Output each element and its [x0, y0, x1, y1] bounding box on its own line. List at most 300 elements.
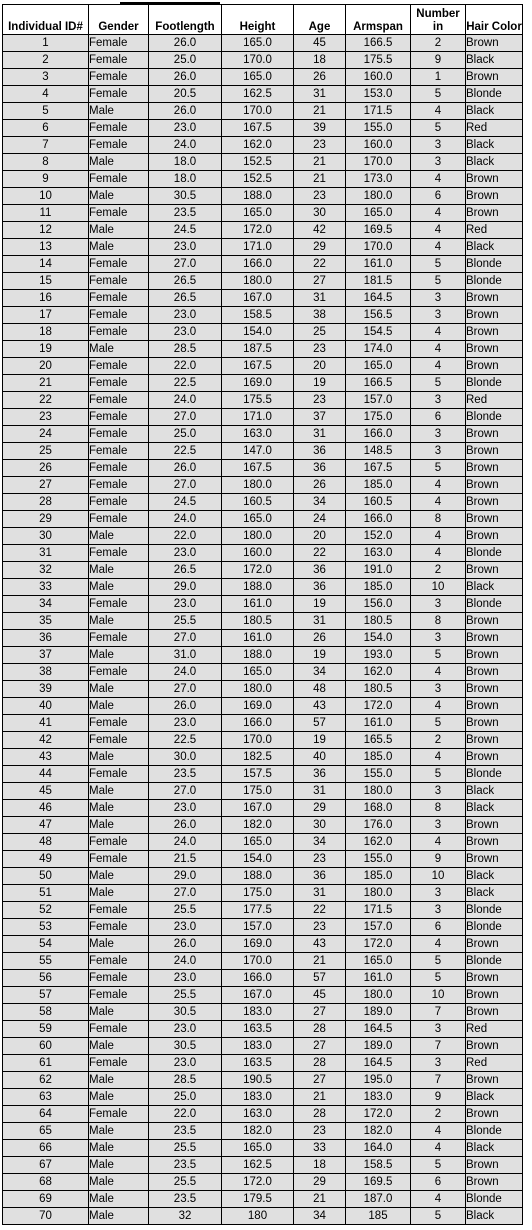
cell-gender[interactable]: Male: [89, 103, 149, 120]
cell-id[interactable]: 5: [3, 103, 89, 120]
column-header-footlength[interactable]: Footlength: [149, 5, 222, 35]
cell-age[interactable]: 19: [294, 596, 346, 613]
cell-gender[interactable]: Male: [89, 868, 149, 885]
cell-number-in[interactable]: 6: [411, 919, 466, 936]
cell-armspan[interactable]: 165.0: [346, 358, 411, 375]
cell-height[interactable]: 166.0: [222, 256, 294, 273]
cell-height[interactable]: 157.0: [222, 919, 294, 936]
cell-number-in[interactable]: 4: [411, 103, 466, 120]
cell-number-in[interactable]: 6: [411, 188, 466, 205]
cell-number-in[interactable]: 4: [411, 171, 466, 188]
cell-armspan[interactable]: 187.0: [346, 1191, 411, 1208]
cell-number-in[interactable]: 8: [411, 511, 466, 528]
cell-id[interactable]: 8: [3, 154, 89, 171]
cell-gender[interactable]: Female: [89, 1055, 149, 1072]
cell-hair-color[interactable]: Brown: [466, 426, 523, 443]
cell-id[interactable]: 43: [3, 749, 89, 766]
cell-height[interactable]: 190.5: [222, 1072, 294, 1089]
cell-age[interactable]: 21: [294, 953, 346, 970]
cell-armspan[interactable]: 166.5: [346, 375, 411, 392]
cell-height[interactable]: 157.5: [222, 766, 294, 783]
cell-height[interactable]: 161.0: [222, 630, 294, 647]
cell-height[interactable]: 162.5: [222, 86, 294, 103]
cell-gender[interactable]: Female: [89, 273, 149, 290]
cell-height[interactable]: 188.0: [222, 647, 294, 664]
cell-age[interactable]: 36: [294, 460, 346, 477]
cell-gender[interactable]: Female: [89, 290, 149, 307]
cell-footlength[interactable]: 18.0: [149, 154, 222, 171]
cell-gender[interactable]: Female: [89, 1021, 149, 1038]
cell-gender[interactable]: Male: [89, 1208, 149, 1225]
cell-height[interactable]: 154.0: [222, 324, 294, 341]
cell-number-in[interactable]: 4: [411, 1191, 466, 1208]
cell-number-in[interactable]: 5: [411, 953, 466, 970]
cell-hair-color[interactable]: Brown: [466, 511, 523, 528]
cell-gender[interactable]: Female: [89, 52, 149, 69]
cell-hair-color[interactable]: Red: [466, 1021, 523, 1038]
cell-gender[interactable]: Male: [89, 1004, 149, 1021]
cell-id[interactable]: 37: [3, 647, 89, 664]
cell-id[interactable]: 67: [3, 1157, 89, 1174]
cell-armspan[interactable]: 172.0: [346, 1106, 411, 1123]
cell-gender[interactable]: Female: [89, 409, 149, 426]
cell-footlength[interactable]: 24.0: [149, 834, 222, 851]
cell-id[interactable]: 46: [3, 800, 89, 817]
cell-height[interactable]: 163.5: [222, 1055, 294, 1072]
cell-gender[interactable]: Female: [89, 494, 149, 511]
cell-height[interactable]: 161.0: [222, 596, 294, 613]
cell-footlength[interactable]: 26.5: [149, 562, 222, 579]
cell-height[interactable]: 182.5: [222, 749, 294, 766]
cell-gender[interactable]: Male: [89, 528, 149, 545]
cell-footlength[interactable]: 22.5: [149, 732, 222, 749]
cell-age[interactable]: 31: [294, 426, 346, 443]
cell-hair-color[interactable]: Brown: [466, 494, 523, 511]
cell-armspan[interactable]: 191.0: [346, 562, 411, 579]
cell-number-in[interactable]: 2: [411, 562, 466, 579]
cell-number-in[interactable]: 9: [411, 1089, 466, 1106]
cell-id[interactable]: 70: [3, 1208, 89, 1225]
cell-footlength[interactable]: 24.0: [149, 392, 222, 409]
cell-number-in[interactable]: 7: [411, 1072, 466, 1089]
cell-armspan[interactable]: 155.0: [346, 766, 411, 783]
cell-hair-color[interactable]: Black: [466, 783, 523, 800]
cell-height[interactable]: 165.0: [222, 511, 294, 528]
cell-footlength[interactable]: 26.5: [149, 273, 222, 290]
cell-gender[interactable]: Female: [89, 443, 149, 460]
cell-gender[interactable]: Male: [89, 885, 149, 902]
cell-number-in[interactable]: 4: [411, 749, 466, 766]
cell-armspan[interactable]: 183.0: [346, 1089, 411, 1106]
cell-id[interactable]: 19: [3, 341, 89, 358]
cell-age[interactable]: 22: [294, 902, 346, 919]
cell-footlength[interactable]: 25.0: [149, 1089, 222, 1106]
cell-number-in[interactable]: 2: [411, 1106, 466, 1123]
column-header-age[interactable]: Age: [294, 5, 346, 35]
cell-gender[interactable]: Male: [89, 783, 149, 800]
cell-armspan[interactable]: 169.5: [346, 1174, 411, 1191]
cell-age[interactable]: 27: [294, 273, 346, 290]
cell-gender[interactable]: Male: [89, 1089, 149, 1106]
cell-armspan[interactable]: 171.5: [346, 902, 411, 919]
cell-armspan[interactable]: 185.0: [346, 579, 411, 596]
cell-id[interactable]: 23: [3, 409, 89, 426]
cell-footlength[interactable]: 23.0: [149, 324, 222, 341]
cell-gender[interactable]: Female: [89, 120, 149, 137]
cell-id[interactable]: 30: [3, 528, 89, 545]
cell-armspan[interactable]: 156.5: [346, 307, 411, 324]
cell-number-in[interactable]: 3: [411, 137, 466, 154]
cell-height[interactable]: 158.5: [222, 307, 294, 324]
cell-footlength[interactable]: 20.5: [149, 86, 222, 103]
cell-age[interactable]: 23: [294, 1123, 346, 1140]
cell-number-in[interactable]: 5: [411, 1208, 466, 1225]
cell-footlength[interactable]: 22.0: [149, 358, 222, 375]
cell-footlength[interactable]: 27.0: [149, 885, 222, 902]
cell-id[interactable]: 32: [3, 562, 89, 579]
cell-id[interactable]: 16: [3, 290, 89, 307]
cell-armspan[interactable]: 170.0: [346, 239, 411, 256]
cell-hair-color[interactable]: Brown: [466, 851, 523, 868]
cell-armspan[interactable]: 165.5: [346, 732, 411, 749]
cell-hair-color[interactable]: Black: [466, 52, 523, 69]
cell-height[interactable]: 180.5: [222, 613, 294, 630]
cell-hair-color[interactable]: Brown: [466, 562, 523, 579]
cell-number-in[interactable]: 5: [411, 715, 466, 732]
cell-hair-color[interactable]: Brown: [466, 936, 523, 953]
cell-footlength[interactable]: 23.5: [149, 205, 222, 222]
cell-age[interactable]: 27: [294, 1004, 346, 1021]
cell-id[interactable]: 31: [3, 545, 89, 562]
cell-footlength[interactable]: 23.0: [149, 800, 222, 817]
cell-gender[interactable]: Female: [89, 851, 149, 868]
cell-armspan[interactable]: 180.0: [346, 188, 411, 205]
cell-height[interactable]: 170.0: [222, 103, 294, 120]
cell-gender[interactable]: Female: [89, 324, 149, 341]
cell-height[interactable]: 167.0: [222, 987, 294, 1004]
cell-hair-color[interactable]: Blonde: [466, 902, 523, 919]
cell-footlength[interactable]: 31.0: [149, 647, 222, 664]
cell-id[interactable]: 22: [3, 392, 89, 409]
cell-age[interactable]: 21: [294, 1089, 346, 1106]
cell-armspan[interactable]: 185.0: [346, 868, 411, 885]
column-header-number-in[interactable]: Number in: [411, 5, 466, 35]
cell-id[interactable]: 1: [3, 35, 89, 52]
cell-armspan[interactable]: 153.0: [346, 86, 411, 103]
cell-footlength[interactable]: 24.0: [149, 511, 222, 528]
cell-footlength[interactable]: 23.0: [149, 715, 222, 732]
cell-gender[interactable]: Male: [89, 562, 149, 579]
cell-id[interactable]: 45: [3, 783, 89, 800]
cell-height[interactable]: 182.0: [222, 1123, 294, 1140]
cell-hair-color[interactable]: Brown: [466, 307, 523, 324]
cell-hair-color[interactable]: Red: [466, 222, 523, 239]
cell-age[interactable]: 19: [294, 647, 346, 664]
cell-armspan[interactable]: 165.0: [346, 205, 411, 222]
cell-armspan[interactable]: 185: [346, 1208, 411, 1225]
cell-id[interactable]: 53: [3, 919, 89, 936]
cell-height[interactable]: 167.0: [222, 290, 294, 307]
cell-number-in[interactable]: 3: [411, 817, 466, 834]
cell-footlength[interactable]: 32: [149, 1208, 222, 1225]
cell-hair-color[interactable]: Brown: [466, 358, 523, 375]
cell-hair-color[interactable]: Brown: [466, 341, 523, 358]
cell-footlength[interactable]: 18.0: [149, 171, 222, 188]
cell-hair-color[interactable]: Black: [466, 103, 523, 120]
cell-footlength[interactable]: 23.0: [149, 1055, 222, 1072]
cell-footlength[interactable]: 26.0: [149, 69, 222, 86]
cell-id[interactable]: 6: [3, 120, 89, 137]
cell-footlength[interactable]: 25.5: [149, 613, 222, 630]
cell-number-in[interactable]: 9: [411, 851, 466, 868]
cell-id[interactable]: 26: [3, 460, 89, 477]
cell-armspan[interactable]: 176.0: [346, 817, 411, 834]
cell-age[interactable]: 30: [294, 817, 346, 834]
cell-id[interactable]: 29: [3, 511, 89, 528]
cell-footlength[interactable]: 27.0: [149, 477, 222, 494]
cell-id[interactable]: 41: [3, 715, 89, 732]
cell-footlength[interactable]: 28.5: [149, 341, 222, 358]
cell-age[interactable]: 23: [294, 188, 346, 205]
cell-footlength[interactable]: 27.0: [149, 681, 222, 698]
cell-age[interactable]: 45: [294, 987, 346, 1004]
cell-number-in[interactable]: 4: [411, 528, 466, 545]
cell-height[interactable]: 171.0: [222, 239, 294, 256]
cell-hair-color[interactable]: Brown: [466, 443, 523, 460]
cell-armspan[interactable]: 148.5: [346, 443, 411, 460]
cell-hair-color[interactable]: Brown: [466, 477, 523, 494]
cell-footlength[interactable]: 25.5: [149, 1140, 222, 1157]
cell-armspan[interactable]: 152.0: [346, 528, 411, 545]
cell-hair-color[interactable]: Brown: [466, 749, 523, 766]
cell-armspan[interactable]: 174.0: [346, 341, 411, 358]
cell-hair-color[interactable]: Brown: [466, 460, 523, 477]
cell-armspan[interactable]: 172.0: [346, 936, 411, 953]
cell-gender[interactable]: Female: [89, 69, 149, 86]
cell-hair-color[interactable]: Brown: [466, 1157, 523, 1174]
cell-id[interactable]: 50: [3, 868, 89, 885]
cell-footlength[interactable]: 23.5: [149, 766, 222, 783]
cell-id[interactable]: 2: [3, 52, 89, 69]
cell-gender[interactable]: Female: [89, 137, 149, 154]
cell-gender[interactable]: Male: [89, 1157, 149, 1174]
cell-age[interactable]: 23: [294, 851, 346, 868]
cell-armspan[interactable]: 154.5: [346, 324, 411, 341]
cell-footlength[interactable]: 22.0: [149, 1106, 222, 1123]
cell-armspan[interactable]: 181.5: [346, 273, 411, 290]
cell-id[interactable]: 61: [3, 1055, 89, 1072]
cell-gender[interactable]: Male: [89, 800, 149, 817]
cell-number-in[interactable]: 5: [411, 647, 466, 664]
cell-number-in[interactable]: 4: [411, 494, 466, 511]
cell-hair-color[interactable]: Blonde: [466, 256, 523, 273]
cell-height[interactable]: 165.0: [222, 664, 294, 681]
cell-age[interactable]: 29: [294, 239, 346, 256]
cell-age[interactable]: 20: [294, 358, 346, 375]
cell-hair-color[interactable]: Brown: [466, 647, 523, 664]
cell-age[interactable]: 23: [294, 341, 346, 358]
cell-age[interactable]: 25: [294, 324, 346, 341]
cell-number-in[interactable]: 10: [411, 579, 466, 596]
cell-footlength[interactable]: 24.5: [149, 222, 222, 239]
cell-height[interactable]: 183.0: [222, 1089, 294, 1106]
cell-number-in[interactable]: 5: [411, 120, 466, 137]
cell-age[interactable]: 36: [294, 579, 346, 596]
cell-age[interactable]: 21: [294, 103, 346, 120]
cell-armspan[interactable]: 165.0: [346, 953, 411, 970]
cell-armspan[interactable]: 185.0: [346, 477, 411, 494]
cell-age[interactable]: 18: [294, 1157, 346, 1174]
cell-gender[interactable]: Female: [89, 477, 149, 494]
cell-hair-color[interactable]: Blonde: [466, 919, 523, 936]
cell-footlength[interactable]: 26.0: [149, 936, 222, 953]
cell-id[interactable]: 10: [3, 188, 89, 205]
cell-id[interactable]: 69: [3, 1191, 89, 1208]
cell-hair-color[interactable]: Brown: [466, 35, 523, 52]
cell-age[interactable]: 33: [294, 1140, 346, 1157]
cell-hair-color[interactable]: Black: [466, 1140, 523, 1157]
cell-gender[interactable]: Female: [89, 732, 149, 749]
cell-footlength[interactable]: 23.5: [149, 1123, 222, 1140]
cell-footlength[interactable]: 23.0: [149, 120, 222, 137]
cell-gender[interactable]: Female: [89, 205, 149, 222]
cell-id[interactable]: 33: [3, 579, 89, 596]
cell-hair-color[interactable]: Brown: [466, 1004, 523, 1021]
cell-id[interactable]: 4: [3, 86, 89, 103]
cell-age[interactable]: 31: [294, 290, 346, 307]
cell-footlength[interactable]: 23.0: [149, 919, 222, 936]
cell-hair-color[interactable]: Black: [466, 868, 523, 885]
column-header-height[interactable]: Height: [222, 5, 294, 35]
cell-gender[interactable]: Male: [89, 239, 149, 256]
cell-height[interactable]: 165.0: [222, 205, 294, 222]
cell-armspan[interactable]: 170.0: [346, 154, 411, 171]
cell-gender[interactable]: Male: [89, 188, 149, 205]
cell-age[interactable]: 18: [294, 52, 346, 69]
cell-armspan[interactable]: 164.5: [346, 1055, 411, 1072]
cell-gender[interactable]: Female: [89, 596, 149, 613]
cell-height[interactable]: 183.0: [222, 1038, 294, 1055]
cell-gender[interactable]: Male: [89, 1123, 149, 1140]
cell-armspan[interactable]: 158.5: [346, 1157, 411, 1174]
cell-gender[interactable]: Female: [89, 664, 149, 681]
cell-armspan[interactable]: 155.0: [346, 851, 411, 868]
cell-gender[interactable]: Male: [89, 341, 149, 358]
cell-hair-color[interactable]: Blonde: [466, 953, 523, 970]
cell-armspan[interactable]: 189.0: [346, 1004, 411, 1021]
cell-gender[interactable]: Male: [89, 681, 149, 698]
cell-gender[interactable]: Male: [89, 154, 149, 171]
cell-hair-color[interactable]: Brown: [466, 987, 523, 1004]
cell-armspan[interactable]: 161.0: [346, 970, 411, 987]
cell-number-in[interactable]: 6: [411, 409, 466, 426]
cell-age[interactable]: 39: [294, 120, 346, 137]
cell-gender[interactable]: Female: [89, 715, 149, 732]
cell-id[interactable]: 48: [3, 834, 89, 851]
cell-age[interactable]: 22: [294, 545, 346, 562]
cell-number-in[interactable]: 8: [411, 613, 466, 630]
cell-number-in[interactable]: 6: [411, 1174, 466, 1191]
cell-footlength[interactable]: 21.5: [149, 851, 222, 868]
cell-gender[interactable]: Female: [89, 511, 149, 528]
cell-armspan[interactable]: 154.0: [346, 630, 411, 647]
cell-number-in[interactable]: 7: [411, 1038, 466, 1055]
cell-armspan[interactable]: 189.0: [346, 1038, 411, 1055]
cell-height[interactable]: 160.5: [222, 494, 294, 511]
cell-number-in[interactable]: 3: [411, 885, 466, 902]
cell-footlength[interactable]: 30.0: [149, 749, 222, 766]
cell-hair-color[interactable]: Brown: [466, 1106, 523, 1123]
cell-footlength[interactable]: 23.5: [149, 1157, 222, 1174]
cell-height[interactable]: 163.5: [222, 1021, 294, 1038]
cell-footlength[interactable]: 23.0: [149, 1021, 222, 1038]
cell-height[interactable]: 167.5: [222, 358, 294, 375]
cell-number-in[interactable]: 4: [411, 664, 466, 681]
cell-gender[interactable]: Male: [89, 222, 149, 239]
cell-number-in[interactable]: 5: [411, 766, 466, 783]
cell-hair-color[interactable]: Brown: [466, 290, 523, 307]
cell-hair-color[interactable]: Blonde: [466, 273, 523, 290]
cell-footlength[interactable]: 25.0: [149, 426, 222, 443]
cell-number-in[interactable]: 4: [411, 1140, 466, 1157]
cell-gender[interactable]: Female: [89, 630, 149, 647]
cell-footlength[interactable]: 22.0: [149, 528, 222, 545]
cell-armspan[interactable]: 171.5: [346, 103, 411, 120]
cell-number-in[interactable]: 4: [411, 834, 466, 851]
cell-hair-color[interactable]: Brown: [466, 970, 523, 987]
cell-armspan[interactable]: 166.0: [346, 426, 411, 443]
cell-footlength[interactable]: 24.0: [149, 664, 222, 681]
cell-footlength[interactable]: 27.0: [149, 783, 222, 800]
cell-hair-color[interactable]: Red: [466, 392, 523, 409]
cell-gender[interactable]: Male: [89, 817, 149, 834]
cell-number-in[interactable]: 3: [411, 902, 466, 919]
cell-id[interactable]: 28: [3, 494, 89, 511]
cell-age[interactable]: 38: [294, 307, 346, 324]
cell-age[interactable]: 34: [294, 1208, 346, 1225]
cell-height[interactable]: 172.0: [222, 1174, 294, 1191]
cell-number-in[interactable]: 5: [411, 375, 466, 392]
cell-height[interactable]: 165.0: [222, 1140, 294, 1157]
cell-age[interactable]: 31: [294, 783, 346, 800]
cell-height[interactable]: 177.5: [222, 902, 294, 919]
cell-armspan[interactable]: 156.0: [346, 596, 411, 613]
cell-age[interactable]: 31: [294, 86, 346, 103]
cell-age[interactable]: 23: [294, 137, 346, 154]
cell-height[interactable]: 182.0: [222, 817, 294, 834]
cell-id[interactable]: 14: [3, 256, 89, 273]
cell-age[interactable]: 21: [294, 171, 346, 188]
cell-hair-color[interactable]: Blonde: [466, 596, 523, 613]
cell-footlength[interactable]: 23.0: [149, 970, 222, 987]
column-header-individual-id[interactable]: Individual ID#: [3, 5, 89, 35]
cell-gender[interactable]: Female: [89, 953, 149, 970]
cell-id[interactable]: 49: [3, 851, 89, 868]
cell-armspan[interactable]: 169.5: [346, 222, 411, 239]
cell-number-in[interactable]: 3: [411, 307, 466, 324]
cell-number-in[interactable]: 4: [411, 698, 466, 715]
cell-height[interactable]: 166.0: [222, 715, 294, 732]
cell-number-in[interactable]: 9: [411, 52, 466, 69]
cell-number-in[interactable]: 5: [411, 460, 466, 477]
cell-footlength[interactable]: 25.0: [149, 52, 222, 69]
cell-gender[interactable]: Female: [89, 307, 149, 324]
cell-height[interactable]: 180: [222, 1208, 294, 1225]
cell-footlength[interactable]: 26.0: [149, 817, 222, 834]
column-header-gender[interactable]: Gender: [89, 5, 149, 35]
cell-armspan[interactable]: 164.5: [346, 290, 411, 307]
cell-hair-color[interactable]: Brown: [466, 664, 523, 681]
